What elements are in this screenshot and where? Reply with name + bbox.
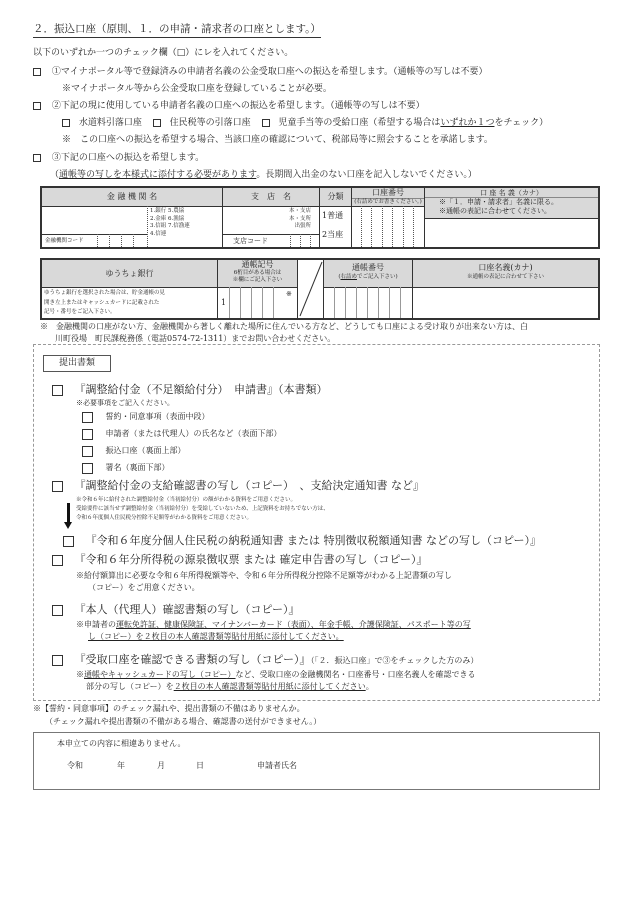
yucho-symbol-hint-2: ※欄にご記入下さい <box>232 277 283 283</box>
slash-icon <box>298 260 324 318</box>
doc-3-note-2: （コピー）をご用意ください。 <box>88 583 200 592</box>
option-2-note: ※ この口座への振込を希望する場合、当該口座の確認について、税部局等に照会することを承諾します。 <box>62 135 493 145</box>
yucho-desc-line-3: 記号・番号をご記入下さい。 <box>44 309 116 315</box>
yucho-number-hint-suffix: でご記入下さい) <box>357 274 398 280</box>
type-fish-fed: 7.信漁連 <box>168 223 190 229</box>
instruction-text: 以下のいずれか一つのチェック欄（□）にレを入れてください。 <box>33 48 294 58</box>
sub-hint-suffix: をチェック） <box>494 118 549 128</box>
doc-5-note-line2-suffix: 。 <box>365 682 374 691</box>
option-3 <box>33 152 204 164</box>
doc-3-note-1: ※給付額算出に必要な令和６年所得税額等や、令和６年分所得税分控除不足額等がわかる上記書類の写し <box>76 571 452 580</box>
yucho-number-hint-prefix: ( <box>338 274 341 280</box>
account-number-hint: (右詰めでお書きください。) <box>352 198 424 206</box>
holder-input[interactable] <box>424 218 598 247</box>
yucho-number-digit-3[interactable] <box>356 287 367 318</box>
account-type-current[interactable]: 2当座 <box>322 230 344 239</box>
type-credit-union: 3.信組 <box>150 223 167 229</box>
yucho-symbol-label: 通帳記号 <box>241 260 274 269</box>
doc-4-note-line1: 運転免許証、健康保険証、マイナンバーカード（表面）、年金手帳、介護保険証、パスポート等の写 <box>116 620 471 629</box>
child-allowance-account-checkbox[interactable] <box>262 119 270 127</box>
yucho-number-hint-underline: 右詰め <box>340 274 357 280</box>
option-1-checkbox[interactable] <box>33 68 41 76</box>
doc-1-note: ※必要事項をご記入ください。 <box>76 399 174 407</box>
account-digit-4[interactable] <box>392 206 403 247</box>
doc-1-sub-3 <box>82 445 186 457</box>
yucho-desc-line-2: 開き左上またはキャッシュカードに記載された <box>44 299 160 306</box>
doc-1 <box>52 383 328 397</box>
institution-code-digit-2[interactable] <box>109 234 121 247</box>
branch-type-main: 本・支店 <box>288 208 311 214</box>
option-3-note <box>50 169 477 181</box>
institution-code-digit-4[interactable] <box>133 234 147 247</box>
yucho-symbol-digit-4[interactable] <box>262 287 273 318</box>
year-label: 年 <box>117 761 125 770</box>
pledge-label: 誓約・同意事項（表面中段） <box>105 412 210 421</box>
type-header: 分類 <box>319 188 351 206</box>
yucho-number-label: 通帳番号 <box>352 263 384 272</box>
sub-hint-prefix: （希望する場合は <box>368 118 441 128</box>
yucho-number-digit-7[interactable] <box>400 287 412 318</box>
resident-tax-account-checkbox[interactable] <box>153 119 161 127</box>
yucho-number-digit-6[interactable] <box>389 287 400 318</box>
option-2-label: ②下記の現に使用している申請者名義の口座への振込を希望します。（通帳等の写しは不要） <box>51 101 425 111</box>
doc-4-note-prefix: ※申請者の <box>76 620 116 629</box>
option-2-checkbox[interactable] <box>33 102 41 110</box>
yucho-number-hint <box>324 273 412 282</box>
no-account-note-2: 川町役場 町民課税務係（電話0574-72-1311）までお問い合わせください。 <box>55 334 336 343</box>
holder-note-1: ※「１．申請・請求者」名義に限る。 <box>439 198 558 206</box>
account-type-ordinary[interactable]: 1普通 <box>322 211 344 220</box>
yucho-symbol-header <box>217 260 297 287</box>
doc-2 <box>52 479 424 493</box>
sub-hint-underline: いずれか１つ <box>440 118 495 128</box>
yucho-holder-label: 口座名義(カナ) <box>478 263 533 272</box>
institution-type-list <box>147 206 222 247</box>
doc-2-alt-checkbox[interactable] <box>63 536 74 547</box>
reminder-2: （チェック漏れや提出書類の不備がある場合、確認書の送付ができません。） <box>45 717 322 726</box>
account-digit-5[interactable] <box>403 206 413 247</box>
signature-label: 署名（裏面下部） <box>105 463 170 472</box>
resident-tax-account-label: 住民税等の引落口座 <box>169 118 251 128</box>
holder-notes <box>424 198 598 218</box>
yucho-symbol-mark: ※ <box>286 290 292 298</box>
transfer-account-label: 振込口座（裏面上部） <box>105 446 186 455</box>
yucho-holder-header <box>412 260 598 287</box>
doc-1-sub-4 <box>82 462 170 474</box>
yucho-number-digit-4[interactable] <box>367 287 378 318</box>
yucho-symbol-digit-3[interactable] <box>251 287 262 318</box>
doc-2-checkbox[interactable] <box>52 481 63 492</box>
doc-4-checkbox[interactable] <box>52 605 63 616</box>
institution-name-input[interactable] <box>42 206 147 234</box>
option-2 <box>33 100 425 112</box>
child-allowance-account-label: 児童手当等の受給口座 <box>278 118 369 128</box>
institution-code-digit-3[interactable] <box>121 234 133 247</box>
doc-5-note-1 <box>76 669 476 680</box>
option-3-checkbox[interactable] <box>33 154 41 162</box>
day-label: 日 <box>196 761 204 770</box>
doc-2-note-2: 受給要件に該当せず調整給付金（当初給付分）を受給していないため、上記資料をお持ちでない方は、 <box>76 506 329 512</box>
account-digit-1[interactable] <box>361 206 371 247</box>
documents-heading: 提出書類 <box>43 355 111 372</box>
no-account-note-1: ※ 金融機関の口座がない方、金融機関から著しく離れた場所に住んでいる方など、どうしても口座による受け取りが出来ない方は、白 <box>40 322 528 331</box>
pledge-checkbox[interactable] <box>82 412 93 423</box>
yucho-symbol-digit-1[interactable] <box>229 287 240 318</box>
yucho-number-digit-5[interactable] <box>378 287 389 318</box>
yucho-holder-note: ※通帳の表記に合わせて下さい <box>466 274 544 280</box>
yucho-slash-cell <box>297 260 323 318</box>
holder-note-2: ※通帳の表記に合わせてください。 <box>439 207 551 215</box>
option-3-note-prefix: （ <box>50 170 60 180</box>
option-3-note-underline: 通帳等の写しを本様式に添付する必要があります <box>59 170 257 180</box>
account-type-cell <box>319 206 351 247</box>
type-fish: 6.漁協 <box>168 215 185 222</box>
doc-2-alt-label: 『令和６年度分個人住民税の納税通知書 または 特別徴収税額通知書 などの写し（コピー）』 <box>85 534 542 547</box>
yucho-number-digit-2[interactable] <box>345 287 356 318</box>
branch-code-digit-1[interactable] <box>290 234 300 247</box>
doc-5-label-suffix: （「２．振込口座」で③をチェックした方のみ） <box>310 656 479 665</box>
doc-5-note-underline-1: 通帳やキャッシュカードの写し（コピー） <box>84 670 236 679</box>
yucho-symbol-hint-1: 6桁目がある場合は <box>233 270 282 276</box>
branch-header: 支 店 名 <box>222 188 319 206</box>
account-digit-3[interactable] <box>382 206 392 247</box>
branch-type-sub: 本・支所 <box>288 215 311 222</box>
doc-4-note-2: し（コピー）を２枚目の本人確認書類等貼付用紙に添付してください。 <box>88 632 344 641</box>
reminder-1: ※【誓約・同意事項】のチェック漏れや、提出書類の不備はありませんか。 <box>33 704 305 713</box>
account-number-header <box>351 188 424 206</box>
type-credit-fed: 4.信連 <box>150 230 167 237</box>
branch-type-list <box>222 206 319 234</box>
signature-checkbox[interactable] <box>82 463 93 474</box>
account-digit-6[interactable] <box>413 206 424 247</box>
yucho-number-digit-0[interactable] <box>323 287 334 318</box>
doc-2-label: 『調整給付金の支給確認書の写し（コピー） 、支給決定通知書 など』 <box>74 479 425 492</box>
doc-5-note-rest: など、受取口座の金融機関名・口座番号・口座名義人を確認できる <box>235 670 476 679</box>
declaration-statement: 本申立ての内容に相違ありません。 <box>57 739 186 748</box>
doc-3-checkbox[interactable] <box>52 555 63 566</box>
yucho-header: ゆうちょ銀行 <box>42 260 217 287</box>
yucho-desc-line-1: ゆうちょ銀行を選択された場合は、貯金通帳の見 <box>44 290 166 296</box>
declaration-box <box>33 732 600 790</box>
doc-1-sub-2 <box>82 428 282 440</box>
doc-4-label: 『本人（代理人）確認書類の写し（コピー）』 <box>74 603 300 616</box>
option-1-note: ※マイナポータル等から公金受取口座を登録していることが必要。 <box>62 84 332 94</box>
yucho-symbol-digit-6[interactable] <box>273 287 297 318</box>
yucho-number-header <box>323 260 412 287</box>
applicant-name-label-decl: 申請者氏名 <box>257 761 297 770</box>
yucho-description <box>44 289 216 318</box>
holder-header: 口 座 名 義（カナ） <box>424 188 598 198</box>
doc-3 <box>52 553 428 567</box>
yucho-table <box>40 258 600 320</box>
yucho-holder-input[interactable] <box>412 287 598 318</box>
yucho-symbol-prefix: 1 <box>217 287 229 318</box>
transfer-account-checkbox[interactable] <box>82 446 93 457</box>
branch-type-office: 出張所 <box>294 223 311 229</box>
era-label: 令和 <box>67 761 83 770</box>
option-2-subchoices <box>62 117 548 129</box>
doc-5-note-2 <box>86 681 374 692</box>
doc-5 <box>52 653 478 667</box>
branch-code-label: 支店コード <box>233 237 268 245</box>
option-1 <box>33 66 487 78</box>
doc-1-sub-1 <box>82 411 210 423</box>
doc-5-note-line2-prefix: 部分の写し（コピー）を <box>86 682 174 691</box>
bank-account-table <box>40 186 600 249</box>
arrow-head-icon <box>64 522 72 529</box>
doc-5-note-prefix: ※ <box>76 670 84 679</box>
month-label: 月 <box>157 761 165 770</box>
yucho-number-digit-1[interactable] <box>334 287 345 318</box>
doc-1-checkbox[interactable] <box>52 385 63 396</box>
doc-5-note-underline-2: ２枚目の本人確認書類等貼付用紙に添付してください <box>173 682 366 691</box>
option-3-note-suffix: 。長期間入出金のない口座を記入しないでください。） <box>256 170 477 180</box>
branch-code-digit-3[interactable] <box>310 234 319 247</box>
applicant-name-input[interactable] <box>309 753 589 779</box>
section-title: ２．振込口座（原則、１．の申請・請求者の口座とします。） <box>33 22 321 38</box>
holder-divider <box>424 188 425 247</box>
institution-code-label: 金融機関コード <box>45 238 84 244</box>
option-1-label: ①マイナポータル等で登録済みの申請者名義の公金受取口座への振込を希望します。（通帳等の写しは不要） <box>51 67 488 77</box>
type-bank: 1.銀行 <box>150 208 167 214</box>
doc-4 <box>52 603 300 617</box>
water-bill-account-checkbox[interactable] <box>62 119 70 127</box>
doc-3-label: 『令和６年分所得税の源泉徴収票 または 確定申告書の写し（コピー）』 <box>74 553 428 566</box>
doc-1-label: 『調整給付金（不足額給付分） 申請書』（本書類） <box>74 383 328 396</box>
water-bill-account-label: 水道料引落口座 <box>78 118 142 128</box>
doc-5-label: 『受取口座を確認できる書類の写し（コピー）』 <box>74 653 311 666</box>
doc-2-notes <box>76 496 329 523</box>
doc-5-checkbox[interactable] <box>52 655 63 666</box>
type-shinkin: 2.金庫 <box>150 215 167 222</box>
type-agri: 5.農協 <box>168 208 185 214</box>
institution-header: 金 融 機 関 名 <box>42 188 222 206</box>
doc-4-note-1 <box>76 619 471 630</box>
account-number-header-label: 口座番号 <box>372 188 404 197</box>
option-3-label: ③下記の口座への振込を希望します。 <box>51 153 205 163</box>
doc-2-alt <box>63 534 541 548</box>
applicant-name-checkbox[interactable] <box>82 429 93 440</box>
institution-code-digit-1[interactable] <box>97 234 109 247</box>
branch-code-digit-2[interactable] <box>300 234 310 247</box>
account-digit-2[interactable] <box>371 206 382 247</box>
doc-2-note-3: 令和６年度個人住民税分控除不足額等がわかる資料をご用意ください。 <box>76 515 253 521</box>
applicant-name-label: 申請者（または代理人）の氏名など（表面下部） <box>105 429 282 438</box>
yucho-symbol-digit-2[interactable] <box>240 287 251 318</box>
doc-2-note-1: ※令和６年に給付された調整給付金（当初給付分）の額がわかる資料をご用意ください。 <box>76 497 297 503</box>
